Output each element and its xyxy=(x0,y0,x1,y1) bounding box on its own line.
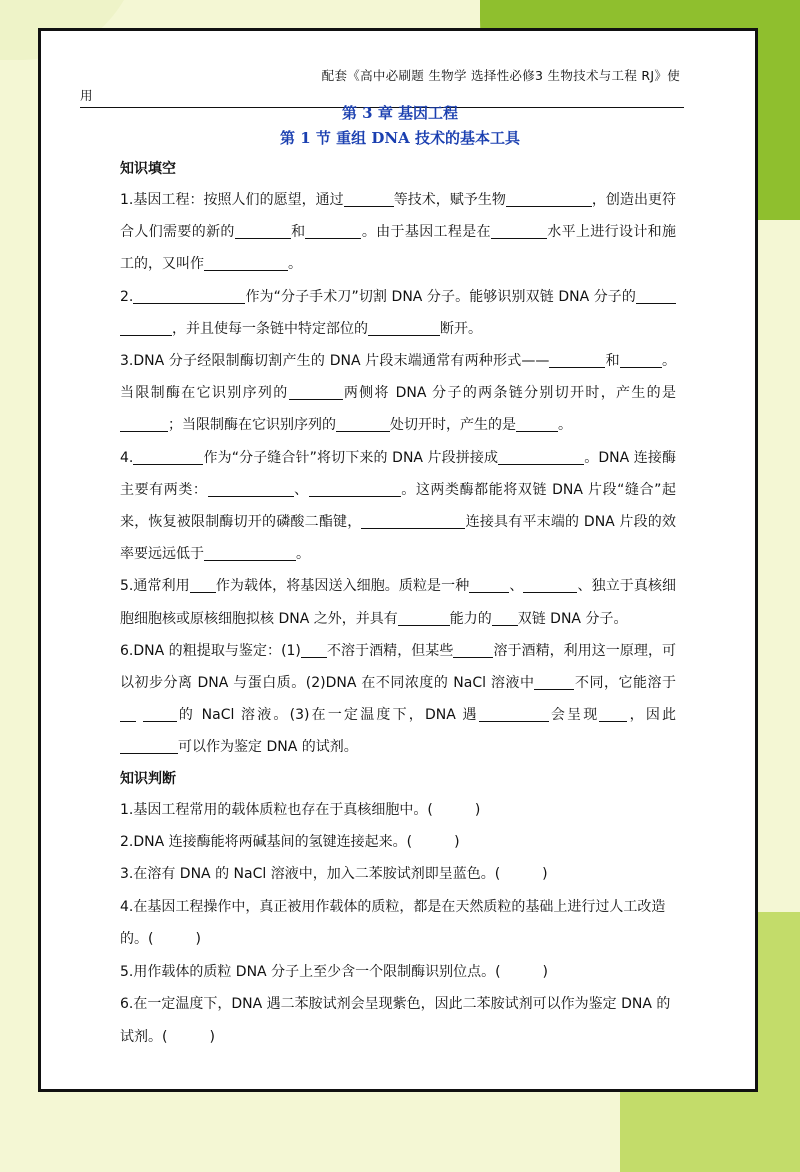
fill-section-heading: 知识填空 xyxy=(120,161,176,177)
q6-text: 会呈现 xyxy=(548,707,600,724)
question-4 xyxy=(120,442,676,571)
blank xyxy=(204,253,288,271)
blank xyxy=(453,640,493,658)
blank xyxy=(133,286,245,304)
blank xyxy=(204,543,296,561)
blank xyxy=(534,672,574,690)
q6-text: 溶于酒精，利用这一原理，可以初步分离 DNA 与蛋白质。(2)DNA 在不同浓度的 NaCl 溶液中 xyxy=(120,642,677,692)
judge-item: 4.在基因工程操作中，真正被用作载体的质粒，都是在天然质粒的基础上进行过人工改造的。( ) xyxy=(120,898,666,948)
judge-item: 3.在溶有 DNA 的 NaCl 溶液中，加入二苯胺试剂即呈蓝色。( ) xyxy=(120,866,548,883)
q3-text: 3.DNA 分子经限制酶切割产生的 DNA 片段末端通常有两种形式—— xyxy=(120,353,550,370)
chapter-title: 第 3 章 基因工程 xyxy=(341,104,459,122)
question-3 xyxy=(120,345,676,442)
q1-text: 和 xyxy=(290,224,306,241)
q2-text: 2. xyxy=(120,288,134,305)
blank xyxy=(344,189,394,207)
blank xyxy=(120,414,168,432)
header-text-line1: 配套《高中必刷题 生物学 选择性必修3 生物技术与工程 RJ》使 xyxy=(321,68,680,83)
worksheet-content xyxy=(120,158,676,1053)
q1-text: 水平上进行设计和施工的，又叫作 xyxy=(120,224,677,273)
q6-text: ，因此 xyxy=(627,707,677,724)
q5-text: 、 xyxy=(509,578,524,595)
q1-text: 等技术，赋予生物 xyxy=(393,192,506,208)
q5-text: 能力的 xyxy=(449,610,492,627)
blank xyxy=(506,189,592,207)
q5-text: 双链 DNA 分子。 xyxy=(517,610,628,627)
q2-text: 作为“分子手术刀”切割 DNA 分子。能够识别双链 DNA 分子的 xyxy=(245,288,636,305)
blank xyxy=(289,382,343,400)
q4-text: 。这两类酶都能将双链 DNA 片段“缝合”起来，恢复被限制酶切开的磷酸二酯键， xyxy=(120,481,676,531)
blank xyxy=(549,350,605,368)
q4-text: 连接具有平末端的 DNA 片段的效率要远远低于 xyxy=(120,514,676,563)
blank xyxy=(120,704,136,722)
blank xyxy=(143,704,177,722)
q1-text: 。由于基因工程是在 xyxy=(361,224,491,241)
blank xyxy=(368,318,440,336)
question-6 xyxy=(120,635,676,764)
blank xyxy=(309,479,401,497)
q6-text: 不同，它能溶于 xyxy=(574,675,676,692)
q3-text: 。 xyxy=(558,417,572,434)
q1-text: 。 xyxy=(288,256,302,273)
blank xyxy=(361,511,465,529)
q6-text: 6.DNA 的粗提取与鉴定：(1) xyxy=(120,642,301,659)
q3-text: 和 xyxy=(605,353,620,370)
blank xyxy=(120,736,178,754)
blank xyxy=(498,447,584,465)
blank xyxy=(398,608,450,626)
q4-text: 4. xyxy=(120,449,134,466)
blank xyxy=(620,350,662,368)
q1-text: 1.基因工程：按照人们的愿望，通过 xyxy=(120,192,344,208)
q3-text: ；当限制酶在它识别序列的 xyxy=(168,417,336,434)
judge-item: 1.基因工程常用的载体质粒也存在于真核细胞中。( ) xyxy=(120,801,481,818)
q5-text: 、独立于真核细胞细胞核或原核细胞拟核 DNA 之外，并具有 xyxy=(120,578,677,627)
section-title: 第 1 节 重组 DNA 技术的基本工具 xyxy=(280,129,520,147)
q4-text: 。DNA 连接酶主要有两类： xyxy=(120,449,676,498)
blank xyxy=(133,447,203,465)
blank xyxy=(479,704,549,722)
q4-text: 。 xyxy=(296,546,310,563)
blank xyxy=(120,318,172,336)
blank xyxy=(190,575,216,593)
blank xyxy=(492,608,518,626)
q6-text: 可以作为鉴定 DNA 的试剂。 xyxy=(178,739,358,756)
blank xyxy=(208,479,294,497)
blank xyxy=(469,575,509,593)
blank xyxy=(636,286,676,304)
blank xyxy=(491,221,547,239)
blank xyxy=(235,221,291,239)
blank xyxy=(523,575,577,593)
q2-text: 断开。 xyxy=(440,320,482,337)
q1-text: ，创造出更符合人们需要的新的 xyxy=(120,192,676,241)
judge-list xyxy=(120,794,676,1053)
q6-text: 不溶于酒精，但某些 xyxy=(326,642,454,659)
question-2 xyxy=(120,281,676,345)
judge-item: 2.DNA 连接酶能将两碱基间的氢键连接起来。( ) xyxy=(120,834,460,851)
header-text-line2: 用 xyxy=(80,86,684,108)
q3-text: 。当限制酶在它识别序列的 xyxy=(120,353,676,402)
judge-item: 6.在一定温度下，DNA 遇二苯胺试剂会呈现紫色，因此二苯胺试剂可以作为鉴定 DNA 的试剂。( ) xyxy=(120,996,671,1045)
q3-text: 两侧将 DNA 分子的两条链分别切开时，产生的是 xyxy=(342,385,676,402)
q4-text: 作为“分子缝合针”将切下来的 DNA 片段拼接成 xyxy=(203,449,499,466)
q3-text: 处切开时，产生的是 xyxy=(390,417,516,434)
q2-text: ，并且使每一条链中特定部位的 xyxy=(172,320,368,337)
blank xyxy=(516,414,558,432)
blank xyxy=(301,640,327,658)
q5-text: 作为载体，将基因送入细胞。质粒是一种 xyxy=(215,578,470,595)
question-1 xyxy=(120,184,676,281)
question-5 xyxy=(120,570,676,634)
q4-text: 、 xyxy=(293,481,309,498)
blank xyxy=(305,221,361,239)
blank xyxy=(336,414,390,432)
q6-text: 的 NaCl 溶液。(3)在一定温度下，DNA 遇 xyxy=(176,707,479,724)
judge-item: 5.用作载体的质粒 DNA 分子上至少含一个限制酶识别位点。( ) xyxy=(120,963,549,980)
blank xyxy=(599,704,627,722)
judge-section-heading: 知识判断 xyxy=(120,770,176,787)
q5-text: 5.通常利用 xyxy=(120,578,190,595)
